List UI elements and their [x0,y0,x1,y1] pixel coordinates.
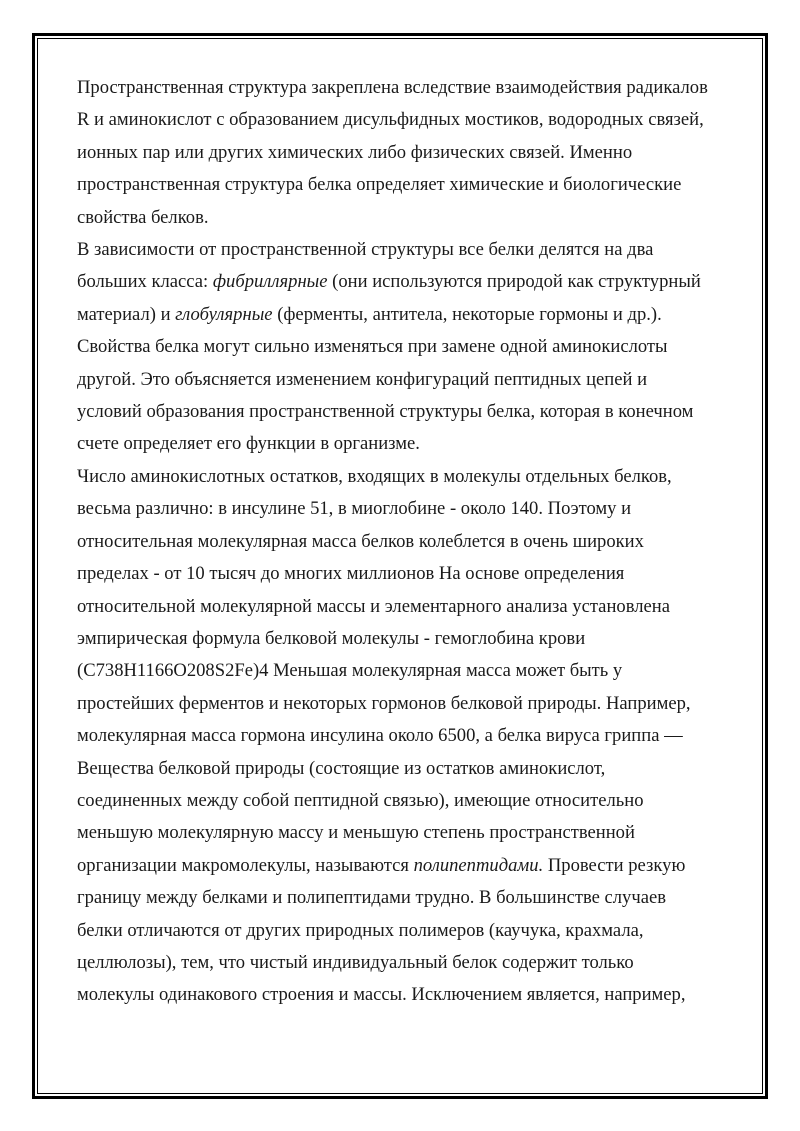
text-run: Провести резкую [543,854,686,876]
text-run: материал) и [77,303,176,325]
text-run: молекулы одинакового строения и массы. Исключением является, например, [77,984,686,1006]
text-line [77,169,727,201]
text-run: (ферменты, антитела, некоторые гормоны и др.). [272,303,662,325]
text-line [77,104,727,136]
document-body [77,72,727,1012]
text-run: ионных пар или других химических либо физических связей. Именно [77,141,633,163]
text-run: меньшую молекулярную массу и меньшую степень пространственной [77,822,635,844]
text-run: (С738Н1166О208S2Fe)4 Меньшая молекулярная масса может быть у [77,660,623,682]
text-line [77,137,727,169]
text-line [77,266,727,298]
text-run: пределах - от 10 тысяч до многих миллионов На основе определения [77,563,625,585]
text-line [77,234,727,266]
text-line [77,688,727,720]
text-run: эмпирическая формула белковой молекулы - гемоглобина крови [77,627,586,649]
text-line [77,947,727,979]
text-run: относительная молекулярная масса белков колеблется в очень широких [77,530,644,552]
text-line [77,817,727,849]
paragraph [77,72,727,234]
italic-term: глобулярные [175,303,273,325]
text-run: R и аминокислот с образованием дисульфидных мостиков, водородных связей, [77,109,704,131]
text-run: пространственная структура белка определяет химические и биологические [77,174,682,196]
text-line [77,299,727,331]
text-line [77,591,727,623]
italic-term: фибриллярные [212,271,328,293]
text-run: другой. Это объясняется изменением конфигураций пептидных цепей и [77,368,648,390]
text-run: относительной молекулярной массы и элементарного анализа установлена [77,595,670,617]
text-run: границу между белками и полипептидами трудно. В большинстве случаев [77,887,666,909]
text-run: организации макромолекулы, называются [77,854,414,876]
text-run: В зависимости от пространственной структуры все белки делятся на два [77,239,654,261]
text-line [77,364,727,396]
text-line [77,850,727,882]
text-line [77,915,727,947]
text-line [77,526,727,558]
text-line [77,202,727,234]
text-line [77,428,727,460]
text-run: Вещества белковой природы (состоящие из остатков аминокислот, [77,757,606,779]
text-run: Пространственная структура закреплена вследствие взаимодействия радикалов [77,77,708,98]
text-run: весьма различно: в инсулине 51, в миоглобине - около 140. Поэтому и [77,498,632,520]
text-line [77,623,727,655]
text-line [77,882,727,914]
text-line [77,331,727,363]
text-line [77,72,727,104]
text-run: белки отличаются от других природных полимеров (каучука, крахмала, [77,919,644,941]
text-line [77,720,727,752]
text-run: (они используются природой как структурный [327,271,701,293]
text-run: молекулярная масса гормона инсулина около 6500, а белка вируса гриппа — [77,725,683,747]
paragraph [77,234,727,461]
text-line [77,753,727,785]
text-run: свойства белков. [77,206,209,228]
text-run: простейших ферментов и некоторых гормонов белковой природы. Например, [77,692,691,714]
text-run: Свойства белка могут сильно изменяться при замене одной аминокислоты [77,336,668,358]
text-run: счете определяет его функции в организме. [77,433,420,455]
text-line [77,558,727,590]
text-run: соединенных между собой пептидной связью), имеющие относительно [77,789,644,811]
text-run: Число аминокислотных остатков, входящих в молекулы отдельных белков, [77,465,672,487]
text-line [77,785,727,817]
italic-term: полипептидами. [413,854,544,876]
text-run: целлюлозы), тем, что чистый индивидуальный белок содержит только [77,951,634,973]
paragraph [77,461,727,1012]
text-line [77,655,727,687]
text-line [77,493,727,525]
text-line [77,396,727,428]
text-line [77,979,727,1011]
text-run: условий образования пространственной структуры белка, которая в конечном [77,401,694,423]
text-line [77,461,727,493]
text-run: больших класса: [77,271,213,293]
